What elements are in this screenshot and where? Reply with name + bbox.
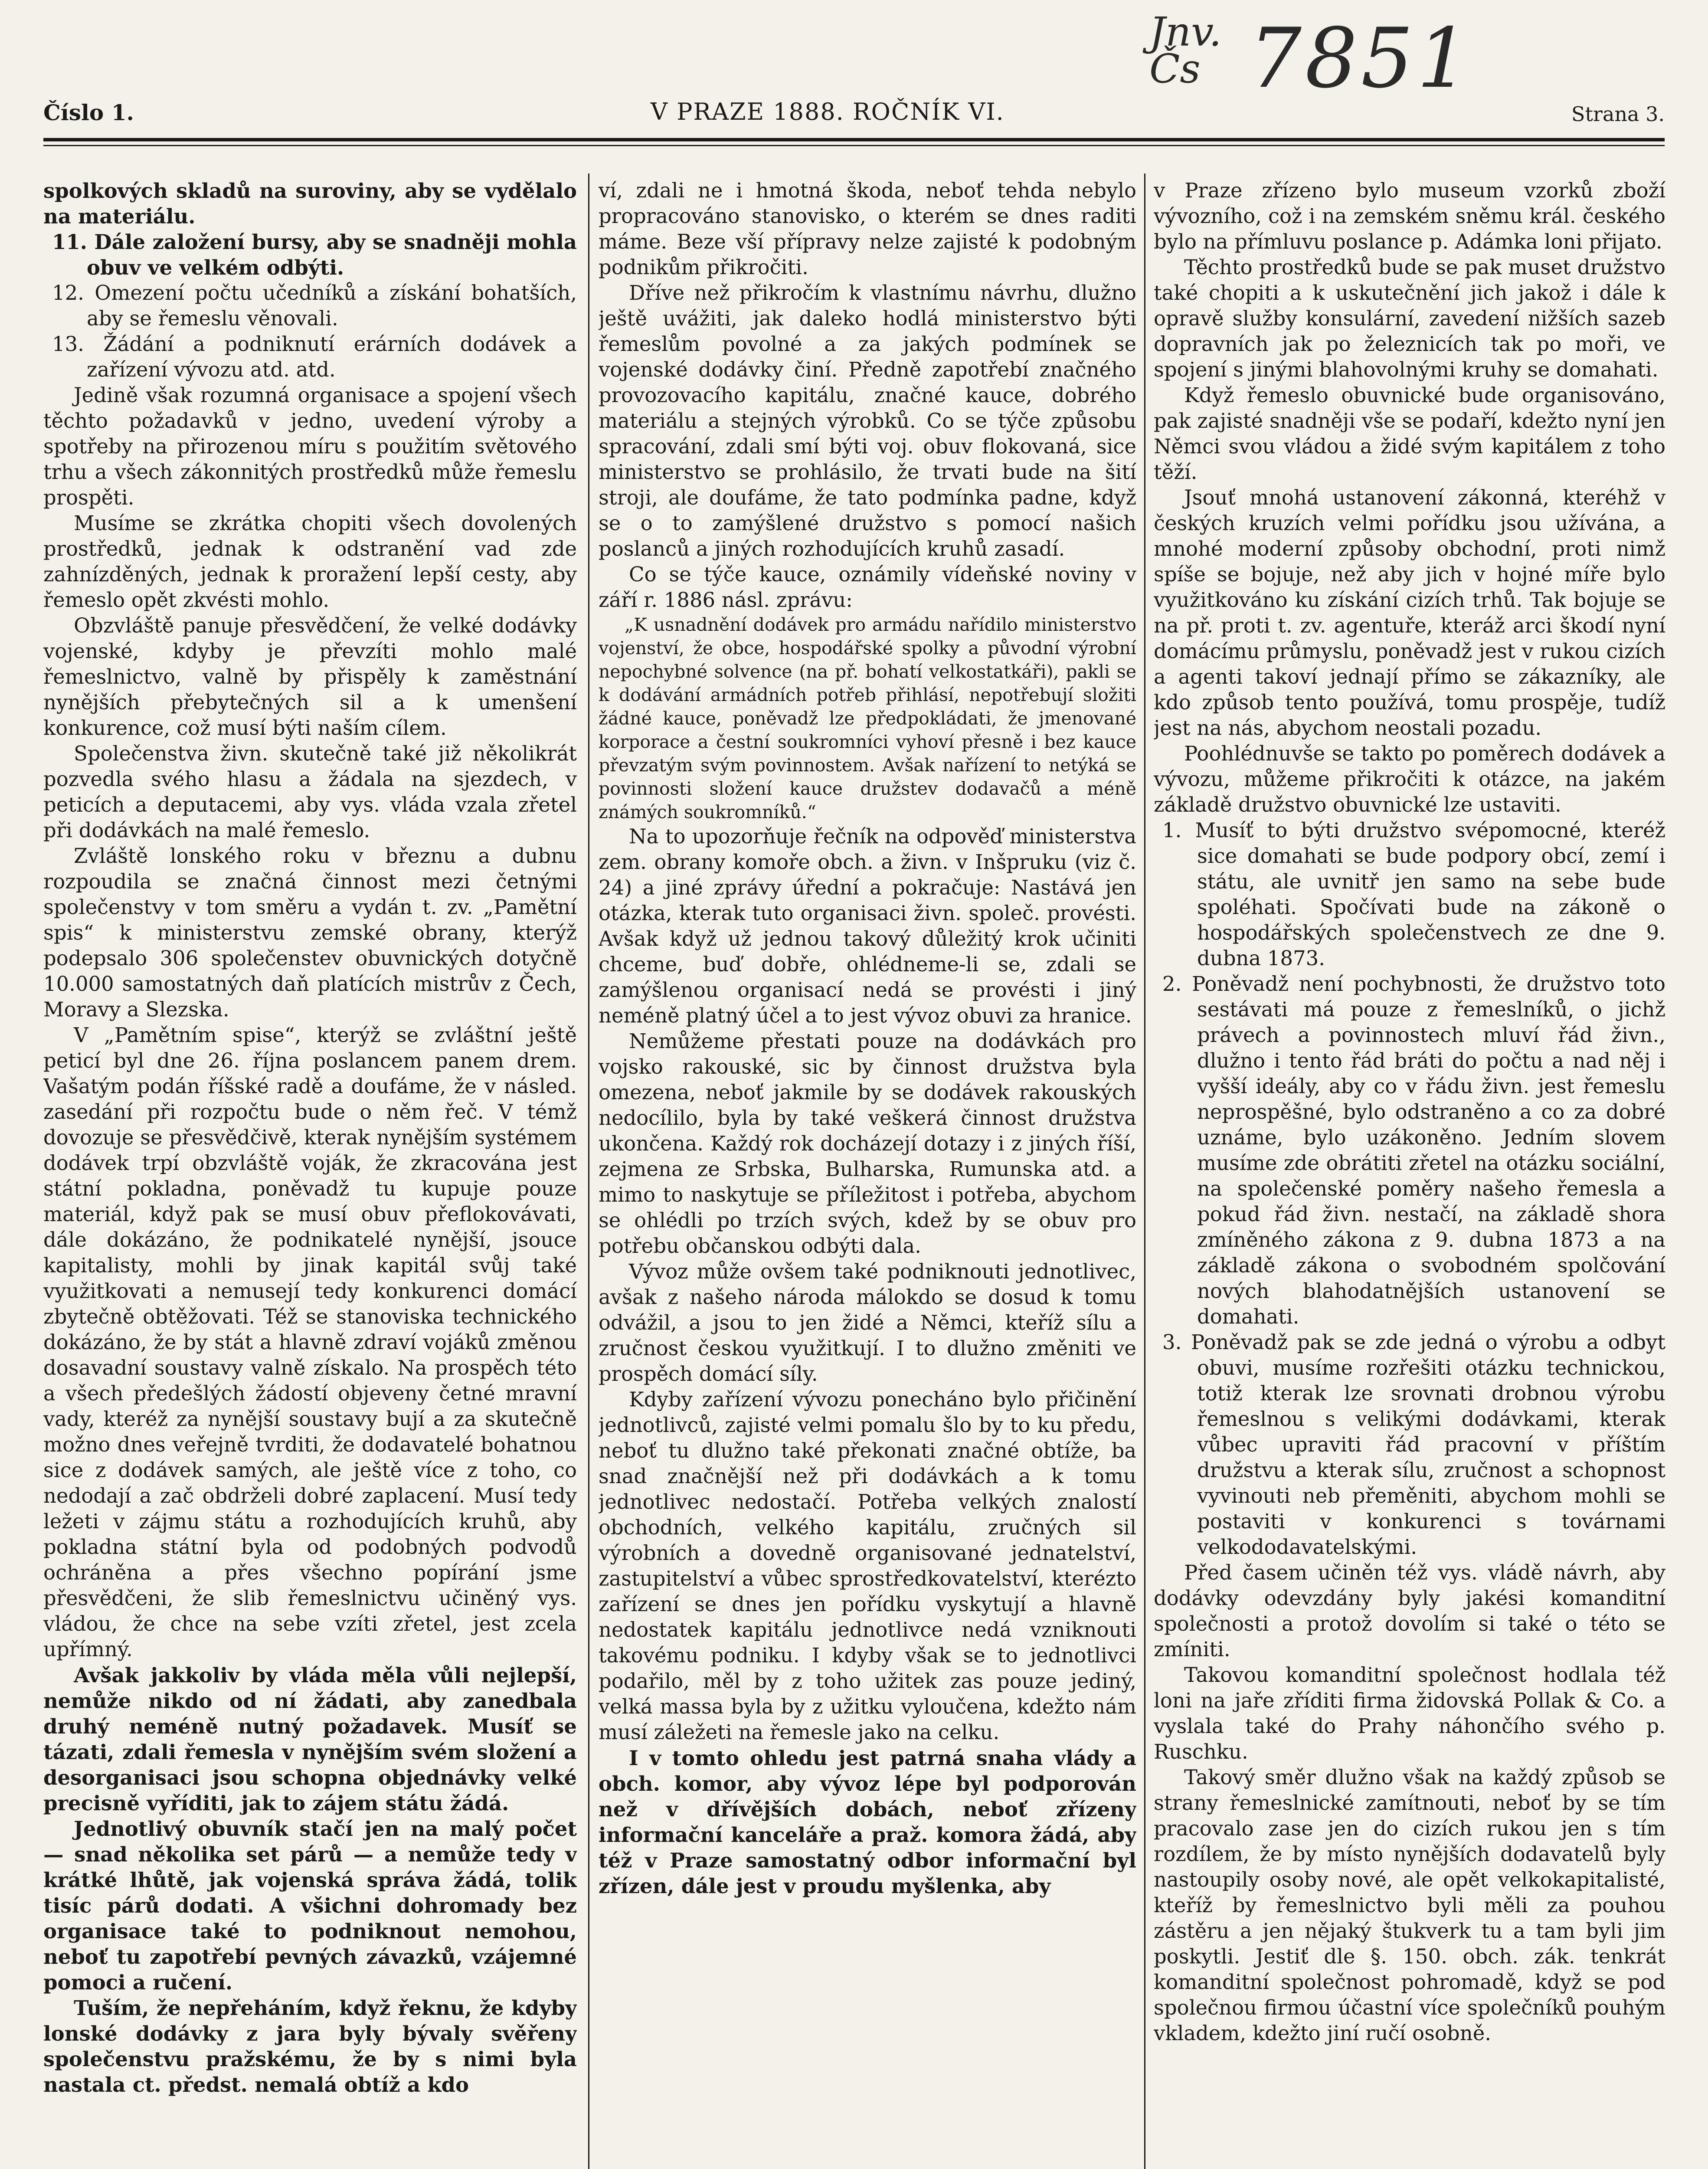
list-item: 12. Omezení počtu učedníků a získání bohatších, aby se řemeslu věnovali. — [52, 281, 577, 330]
stamp-number: 7851 — [1249, 10, 1473, 106]
list-item: 1. Musíť to býti družstvo svépomocné, kteréž sice domahati se bude podpory obcí, zemí i státu, ale uvnitř jen samo na sebe bude spoléhati. Spočívati bude na zákoně o hospodářských společenstvech ze dne 9. dubna 1873. — [1162, 819, 1665, 970]
text-column-1 — [43, 178, 577, 2169]
header-rule-thin — [43, 145, 1665, 146]
issue-number: Číslo 1. — [43, 100, 134, 125]
paragraph: Nemůžeme přestati pouze na dodávkách pro vojsko rakouské, sic by činnost družstva byla omezena, neboť jakmile by se dodávek rakouských nedocílilo, byla by také veškerá činnost družstva ukončena. Každý rok docházejí dotazy i z jiných říší, zejmena ze Srbska, Bulharska, Rumunska atd. a mimo to naskytuje se příležitost i potřeba, abychom se ohlédli po trzích svých, kdež by se obuv pro potřebu občanskou odbýti dala. — [599, 1029, 1136, 1258]
paragraph: Když řemeslo obuvnické bude organisováno, pak zajisté snadněji vše se podaří, kdežto nyní jen Němci svou vládou a židé svým kapitálem z toho těží. — [1154, 383, 1665, 484]
paragraph: V „Pamětním spise“, kterýž se zvláštní ještě peticí byl dne 26. října poslancem panem drem. Vašatým podán říšské radě a doufáme, že v násled. zasedání při rozpočtu bude o něm řeč. V témž dovozuje se přesvědčivě, kterak nynějším systémem dodávek trpí obzvláště voják, že zkracována jest státní pokladna, poněvadž tu kupuje pouze materiál, když pak se musí obuv přeflokovávati, dále dokázáno, že podnikatelé nynější, jsouce kapitalisty, mohli by jinak kapitál svůj také využitkovati a nemusejí tedy konkurenci domácí zbytečně obtěžovati. Též se stanoviska technického dokázáno, že by stát a hlavně zdraví vojáků změnou dosavadní soustavy valně získalo. Na prospěch této a všech předešlých žádostí objeveny četné mravní vady, kteréž za nynější soustavy bují a za skutečně možno dnes veřejně tvrditi, že dodavatelé bohatnou sice z dodávek samých, ale ještě více z toho, co nedodají a zač obdrželi dobré zaplacení. Musí tedy ležeti v zájmu státu a rozhodujících kruhů, aby pokladna státní byla od podobných podvodů ochráněna a přes všechno popírání jsme přesvědčeni, že slib řemeslnictvu učiněný vys. vládou, že chce na sebe vzíti zřetel, jest zcela upřímný. — [43, 1023, 577, 1661]
paragraph: Jsouť mnohá ustanovení zákonná, kteréhž v českých kruzích velmi pořídku jsou užívána, a mnohé moderní způsoby obchodní, proti nimž spíše se bojuje, než aby jich v hojné míře bylo využitkováno ku získání cizích trhů. Tak bojuje se na př. proti t. zv. agentuře, kteráž arci škodí nyní domácímu průmyslu, poněvadž jest v rukou cizích a agenti takoví jednají přímo se zákazníky, ale kdo způsob tento používá, tomu prospěje, tudíž jest na nás, abychom neostali pozadu. — [1154, 486, 1665, 740]
column-divider-1 — [588, 174, 589, 2169]
paragraph: Kdyby zařízení vývozu ponecháno bylo přičinění jednotlivců, zajisté velmi pomalu šlo by to ku předu, neboť tu dlužno také překonati značné obtíže, ba snad značnější než při dodávkách a k tomu jednotlivec nedostačí. Potřeba velkých znalostí obchodních, velkého kapitálu, zručných sil výrobních a dovedně organisované jednatelství, zastupitelství a vůbec sprostředkovatelství, kterézto zařízení se dnes jen pořídku vyskytují a hlavně nedostatek kapitálu jednotlivce nedá vzniknouti takovému podniku. I kdyby však se to jednotlivci podařilo, měl by z toho užitek zas pouze jediný, velká massa byla by z užitku vyloučena, kdežto nám musí záležeti na řemesle jako na celku. — [599, 1388, 1136, 1744]
paragraph: Těchto prostředků bude se pak muset družstvo také chopiti a k uskutečnění jich jakož i dále k opravě služby konsulární, zavedení nižších sazeb dopravních jak po železnicích tak po moři, ve spojení s jinými blahovolnými kruhy se domahati. — [1154, 256, 1665, 381]
text-column-3 — [1154, 178, 1665, 2169]
paragraph: Avšak jakkoliv by vláda měla vůli nejlepší, nemůže nikdo od ní žádati, aby zanedbala druhý neméně nutný požadavek. Musíť se tázati, zdali řemesla v nynějším svém složení a desorganisaci jsou schopna objednávky velké precisně vyříditi, jak to zájem státu žádá. — [43, 1663, 577, 1815]
stamp-cs: Čs — [1149, 46, 1201, 92]
page-number: Strana 3. — [1571, 102, 1665, 126]
list-item: 13. Žádání a podniknutí erárních dodávek a zařízení vývozu atd. atd. — [52, 332, 577, 381]
paragraph: Tuším, že nepřeháním, když řeknu, že kdyby lonské dodávky z jara byly bývaly svěřeny společenstvu pražskému, že by s nimi byla nastala ct. předst. nemalá obtíž a kdo — [43, 1996, 577, 2097]
paragraph: spolkových skladů na suroviny, aby se vydělalo na materiálu. — [43, 179, 577, 228]
quotation: „K usnadnění dodávek pro armádu nařídilo ministerstvo vojenství, že obce, hospodářské spolky a původní výrobní nepochybné solvence (na př. bohatí velkostatkáři), pakli se k dodávání armádních potřeb přihlásí, nepotřebují složiti žádné kauce, poněvadž lze předpokládati, že jmenované korporace a čestní soukromníci vyhoví přesně i bez kauce převzatým svým povinnostem. Avšak nařízení to netýká se povinnosti složení kauce družstev dodavačů a méně známých soukromníků.“ — [599, 614, 1136, 822]
archive-stamp — [1110, 0, 1473, 106]
header-rule-thick — [43, 138, 1665, 141]
paragraph: Dříve než přikročím k vlastnímu návrhu, dlužno ještě uvážiti, jak daleko hodlá ministerstvo býti řemeslům povolné a za jakých podmínek se vojenské dodávky činí. Předně zapotřebí značného provozovacího kapitálu, značné kauce, dobrého materiálu a stejných výrobků. Co se týče způsobu spracování, zdali smí býti voj. obuv flokovaná, sice ministerstvo se prohlásilo, že trvati bude na šití stroji, ale doufáme, že tato podmínka padne, když se o to zamýšlené družstvo s pomocí našich poslanců a jiných rozhodujících kruhů zasadí. — [599, 281, 1136, 560]
paragraph: Takovou komanditní společnost hodlala též loni na jaře zříditi firma židovská Pollak & Co. a vyslala také do Prahy náhončího svého p. Ruschku. — [1154, 1663, 1665, 1763]
paragraph: Před časem učiněn též vys. vládě návrh, aby dodávky odevzdány byly jakési komanditní společnosti a protož dovolím si také o této se zmíniti. — [1154, 1561, 1665, 1661]
paragraph: Vývoz může ovšem také podniknouti jednotlivec, avšak z našeho národa málokdo se dosud k tomu odvážil, a jsou to jen židé a Němci, kteříž sílu a zručnost českou využitkují. I to dlužno změniti ve prospěch domácí síly. — [599, 1260, 1136, 1386]
paragraph: Zvláště lonského roku v březnu a dubnu rozpoudila se značná činnost mezi četnými společenstvy v tom směru a vydán t. zv. „Pamětní spis“ k ministerstvu zemské obrany, kterýž podepsalo 306 společenstev obuvnických dotyčně 10.000 samostatných daň platících mistrův z Čech, Moravy a Slezska. — [43, 844, 577, 1021]
paragraph: Na to upozorňuje řečník na odpověď ministerstva zem. obrany komoře obch. a živn. v Inšpruku (viz č. 24) a jiné zprávy úřední a pokračuje: Nastává jen otázka, kterak tuto organisaci živn. společ. provésti. Avšak když už jednou takový důležitý krok učiniti chceme, buď dobře, ohlédneme-li se, zdali se zamýšlenou organisací nedá se provésti i jiný neméně platný účel a to jest vývoz obuvi za hranice. — [599, 825, 1136, 1027]
stamp-inv: Jnv. — [1149, 9, 1222, 55]
masthead-date-volume: V PRAZE 1888. ROČNÍK VI. — [651, 98, 1005, 125]
paragraph: Jednotlivý obuvník stačí jen na malý počet — snad několika set párů — a nemůže tedy v krátké lhůtě, jak vojenská správa žádá, tolik tisíc párů dodati. A všichni dohromady bez organisace také to podniknout nemohou, neboť tu zapotřebí pevných závazků, vzájemné pomoci a ručení. — [43, 1817, 577, 1994]
paragraph: v Praze zřízeno bylo museum vzorků zboží vývozního, což i na zemském sněmu král. českého bylo na přímluvu poslance p. Adámka loni přijato. — [1154, 179, 1665, 253]
paragraph: Poohlédnuvše se takto po poměrech dodávek a vývozu, můžeme přikročiti k otázce, na jakém základě družstvo obuvnické lze ustaviti. — [1154, 742, 1665, 816]
list-item: 2. Poněvadž není pochybnosti, že družstvo toto sestávati má pouze z řemeslníků, o jichž právech a povinnostech mluví řád živn., dlužno i tento řád bráti do počtu a nad něj i vyšší ideály, aby co v řádu živn. jest řemeslu neprospěšné, bylo odstraněno a co za dobré uznáme, bylo uzákoněno. Jedním slovem musíme zde obrátiti zřetel na otázku sociální, na společenské poměry našeho řemesla a pokud řád živn. nestačí, na základě shora zmíněného zákona z 9. dubna 1873 a na základě zákona o svobodném spolčování nových blahodatnějších ustanovení se domahati. — [1162, 972, 1665, 1328]
paragraph: Obzvláště panuje přesvědčení, že velké dodávky vojenské, kdyby je převzíti mohlo malé řemeslnictvo, valně by přispěly k zaměstnání nynějších přebytečných sil a k umenšení konkurence, což musí býti naším cílem. — [43, 614, 577, 740]
text-column-2 — [599, 178, 1136, 2169]
paragraph: Jedině však rozumná organisace a spojení všech těchto požadavků v jedno, uvedení výroby a spotřeby na přirozenou míru s použitím světového trhu a všech zákonnitých prostředků může řemeslu prospěti. — [43, 383, 577, 509]
list-item: 3. Poněvadž pak se zde jedná o výrobu a odbyt obuvi, musíme rozřešiti otázku technickou, totiž kterak lze srovnati drobnou výrobu řemeslnou s velikými dodávkami, kterak vůbec upraviti řád pracovní v příštím družstvu a kterak sílu, zručnost a schopnost vyvinouti neb přeměniti, abychom mohli se postaviti v konkurenci s továrnami velkododavatelskými. — [1162, 1330, 1665, 1559]
paragraph: Musíme se zkrátka chopiti všech dovolených prostředků, jednak k odstranění vad zde zahnízděných, jednak k proražení lepší cesty, aby řemeslo opět zkvésti mohlo. — [43, 511, 577, 612]
paragraph: I v tomto ohledu jest patrná snaha vlády a obch. komor, aby vývoz lépe byl podporován než v dřívějších dobách, neboť zřízeny informační kanceláře a praž. komora žádá, aby též v Praze samostatný odbor informační byl zřízen, dále jest v proudu myšlenka, aby — [599, 1746, 1136, 1898]
paragraph: ví, zdali ne i hmotná škoda, neboť tehda nebylo propracováno stanovisko, o kterém se dnes raditi máme. Beze vší přípravy nelze zajisté k podobným podnikům přikročiti. — [599, 179, 1136, 279]
column-divider-2 — [1144, 174, 1145, 2169]
paragraph: Takový směr dlužno však na každý způsob se strany řemeslnické zamítnouti, neboť by se tím pracovalo zase jen do cizích rukou jen s tím rozdílem, že by místo nynějších dodavatelů byly nastoupily osoby nové, ale opět velkokapitalisté, kteříž by řemeslnictvo byli měli za pouhou zástěru a jen nějaký štukverk tu a tam byli jim poskytli. Jestiť dle §. 150. obch. zák. tenkrát komanditní společnost pohromadě, když se pod společnou firmou účastní více společníků pouhým vkladem, kdežto jiní ručí osobně. — [1154, 1766, 1665, 2045]
paragraph: Společenstva živn. skutečně také již několikrát pozvedla svého hlasu a žádala na sjezdech, v peticích a deputacemi, aby vys. vláda vzala zřetel při dodávkách na malé řemeslo. — [43, 742, 577, 842]
paragraph: Co se týče kauce, oznámily vídeňské noviny v září r. 1886 násl. zprávu: — [599, 563, 1136, 612]
list-item: 11. Dále založení bursy, aby se snadněji mohla obuv ve velkém odbýti. — [52, 230, 577, 279]
